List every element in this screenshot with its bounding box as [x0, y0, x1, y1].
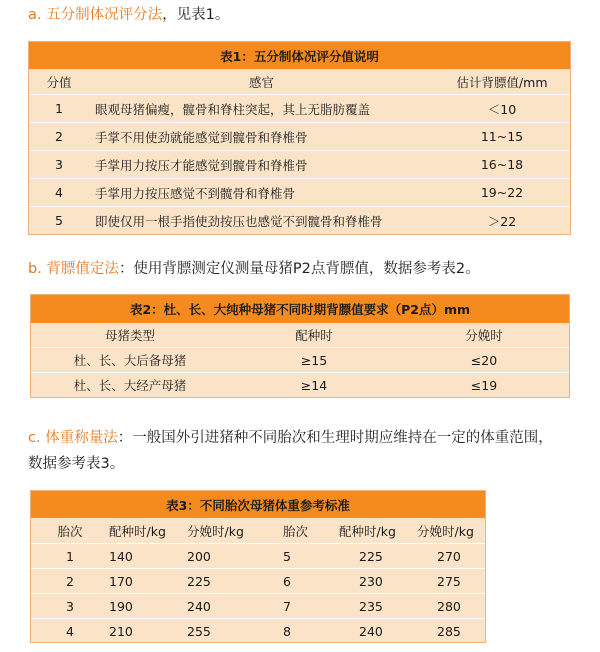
section-c-text-line2: 数据参考表3。	[28, 456, 125, 472]
table2-header-type: 母猪类型	[104, 328, 155, 343]
section-a-lead: a. 五分制体况评分法	[28, 7, 163, 23]
table3-parity-2: 7	[283, 598, 291, 614]
table3-header-row	[31, 518, 485, 543]
table3-farrowing-2: 285	[437, 623, 461, 639]
table3-parity: 4	[66, 623, 74, 639]
table1	[28, 41, 571, 235]
table1-header-sense: 感官	[248, 74, 274, 90]
table3-parity: 2	[66, 573, 74, 589]
table-row	[31, 593, 485, 618]
section-a-heading	[28, 2, 229, 28]
table2-farrowing: ≤20	[470, 352, 498, 368]
table2-header-row	[31, 323, 569, 347]
table3-parity-2: 8	[283, 623, 291, 639]
table1-backfat: ＞22	[487, 213, 517, 229]
table2-mating: ≥14	[300, 377, 328, 393]
table3-mating: 170	[109, 573, 133, 589]
table3-farrowing: 225	[187, 573, 211, 589]
table2-header-farrowing: 分娩时	[465, 328, 503, 343]
table1-sense: 手掌用力按压才能感觉到髋骨和脊椎骨	[95, 157, 308, 173]
section-c-lead: c. 体重称量法	[28, 430, 118, 446]
table3-parity: 3	[66, 598, 74, 614]
table3-mating-2: 230	[359, 573, 383, 589]
table2-mating: ≥15	[300, 352, 328, 368]
table2-type: 杜、长、大后备母猪	[73, 353, 187, 368]
table1-header-score: 分值	[46, 74, 72, 90]
table3	[30, 490, 486, 643]
table1-sense: 手掌不用使劲就能感觉到髋骨和脊椎骨	[95, 129, 308, 145]
table1-sense: 手掌用力按压感觉不到髋骨和脊椎骨	[95, 185, 296, 201]
table3-mating: 140	[109, 548, 133, 564]
table1-score: 5	[55, 213, 63, 228]
table1-header-row	[29, 69, 570, 94]
table3-header-farrowing: 分娩时/kg	[187, 523, 244, 539]
table3-mating: 210	[109, 623, 133, 639]
section-c-heading	[28, 425, 553, 477]
table-row	[29, 206, 570, 234]
table3-farrowing-2: 270	[437, 548, 461, 564]
table3-mating: 190	[109, 598, 133, 614]
table3-header-parity: 胎次	[57, 523, 83, 539]
table1-score: 3	[55, 157, 63, 172]
section-b-text: ：使用背膘测定仪测量母猪P2点背膘值，数据参考表2。	[118, 261, 480, 277]
table-row	[31, 568, 485, 593]
table-row	[29, 122, 570, 150]
table2-title: 表2：杜、长、大纯种母猪不同时期背膘值要求（P2点）mm	[31, 295, 569, 323]
table1-title: 表1：五分制体况评分值说明	[29, 42, 570, 69]
table3-farrowing: 200	[187, 548, 211, 564]
table-row	[29, 178, 570, 206]
table3-header-farrowing-2: 分娩时/kg	[417, 523, 474, 539]
table3-mating-2: 235	[359, 598, 383, 614]
table-row	[29, 150, 570, 178]
table1-sense: 即使仅用一根手指使劲按压也感觉不到髋骨和脊椎骨	[95, 213, 383, 229]
table3-header-mating: 配种时/kg	[109, 523, 166, 539]
table3-parity: 1	[66, 548, 74, 564]
section-a-text: ，见表1。	[162, 7, 230, 23]
table1-score: 4	[55, 185, 63, 200]
table1-header-backfat: 估计背膘值/mm	[456, 74, 548, 90]
table1-score: 1	[55, 101, 63, 116]
table3-mating-2: 225	[359, 548, 383, 564]
table-row	[31, 347, 569, 372]
table1-score: 2	[55, 129, 63, 144]
table3-header-parity-2: 胎次	[283, 523, 309, 539]
table3-mating-2: 240	[359, 623, 383, 639]
table3-title: 表3：不同胎次母猪体重参考标准	[31, 491, 485, 518]
table1-backfat: 19~22	[480, 185, 524, 200]
section-b-heading	[28, 256, 480, 282]
table2-header-mating: 配种时	[295, 328, 333, 343]
table1-sense: 眼观母猪偏瘦，髋骨和脊柱突起，其上无脂肪覆盖	[95, 101, 371, 117]
table-row	[31, 618, 485, 643]
section-b-lead: b. 背膘值定法	[28, 261, 119, 277]
table3-parity-2: 5	[283, 548, 291, 564]
table3-farrowing: 240	[187, 598, 211, 614]
table-row	[31, 543, 485, 568]
table3-parity-2: 6	[283, 573, 291, 589]
table2	[30, 294, 570, 398]
table1-backfat: 11~15	[480, 129, 524, 144]
table1-backfat: ＜10	[487, 101, 517, 117]
table1-backfat: 16~18	[480, 157, 524, 172]
table2-type: 杜、长、大经产母猪	[73, 378, 187, 393]
section-c-text: ：一般国外引进猪种不同胎次和生理时期应维持在一定的体重范围，	[117, 430, 553, 446]
table3-farrowing-2: 275	[437, 573, 461, 589]
table-row	[31, 372, 569, 397]
table-row	[29, 94, 570, 122]
table3-header-mating-2: 配种时/kg	[339, 523, 396, 539]
table3-farrowing: 255	[187, 623, 211, 639]
table3-farrowing-2: 280	[437, 598, 461, 614]
table2-farrowing: ≤19	[470, 377, 498, 393]
